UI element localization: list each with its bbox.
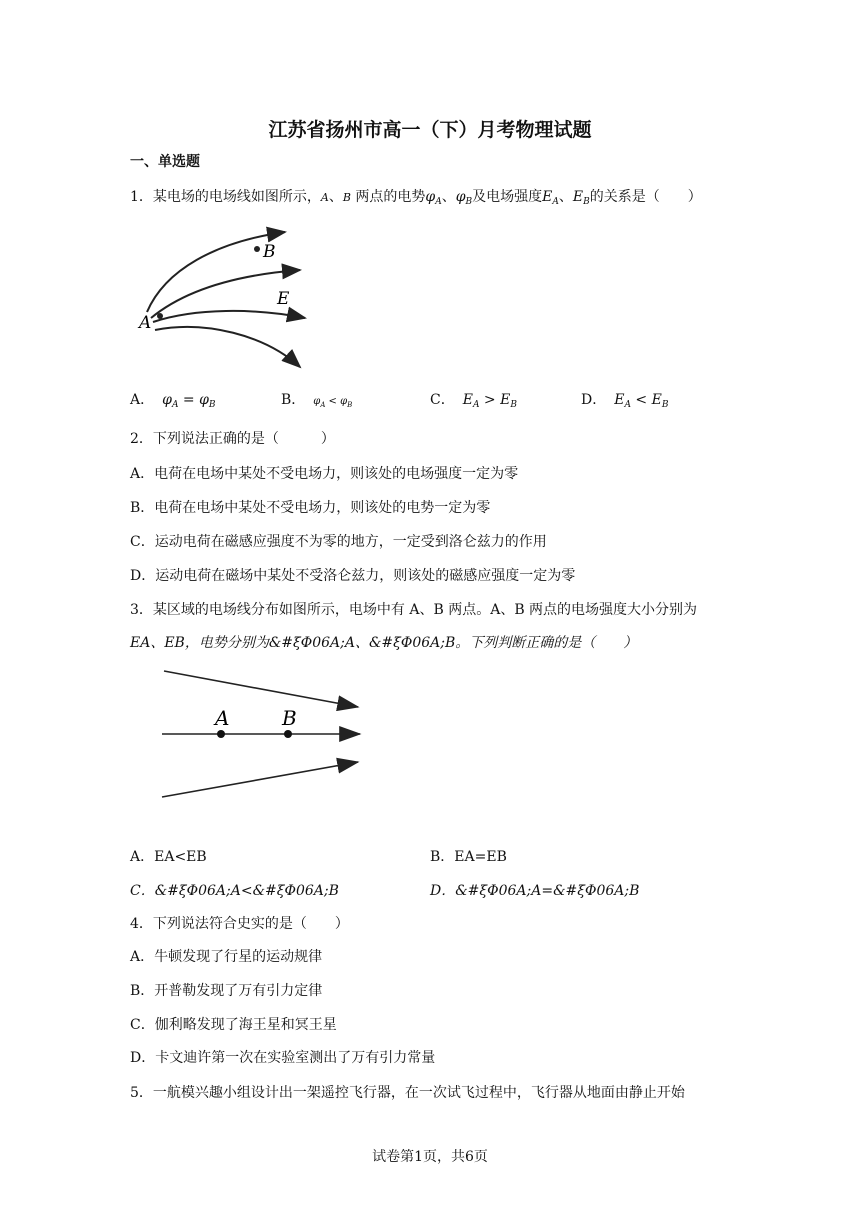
section-heading: 一、单选题 xyxy=(130,154,200,170)
question-3-stem-line1: 3．某区域的电场线分布如图所示，电场中有 A、B 两点。A、B 两点的电场强度大小分别为 xyxy=(130,602,698,618)
question-2-stem: 2．下列说法正确的是（ ） xyxy=(130,431,335,447)
q3-option-d: D．&#ξΦ06A;A=&#ξΦ06A;B xyxy=(430,883,640,899)
q2-option-a: A．电荷在电场中某处不受电场力，则该处的电场强度一定为零 xyxy=(130,466,519,482)
q3-label-a: A xyxy=(215,706,230,730)
q1-field-line-figure xyxy=(135,220,315,370)
q1-suffix: 的关系是（ ） xyxy=(589,189,702,205)
q1-option-d: D． $E_A < E_B$ xyxy=(581,392,669,410)
q1-option-d-formula: $E_A < E_B$ xyxy=(614,392,669,410)
q2-option-b: B．电荷在电场中某处不受电场力，则该处的电势一定为零 xyxy=(130,500,491,516)
q1-prefix: 1．某电场的电场线如图所示， xyxy=(130,189,321,205)
q2-option-c: C．运动电荷在磁感应强度不为零的地方，一定受到洛仑兹力的作用 xyxy=(130,534,547,550)
q4-option-d: D．卡文迪许第一次在实验室测出了万有引力常量 xyxy=(130,1050,436,1066)
q3-field-line-figure xyxy=(158,665,368,805)
q1-option-b: B． $\varphi_A < \varphi_B$ xyxy=(281,392,353,409)
page-footer: 试卷第1页，共6页 xyxy=(372,1149,488,1165)
q4-option-b: B．开普勒发现了万有引力定律 xyxy=(130,983,323,999)
q1-option-c: C． $E_A > E_B$ xyxy=(430,392,517,410)
q1-mid1: 两点的电势 xyxy=(355,189,426,205)
question-1-stem: 1．某电场的电场线如图所示，A、B 两点的电势$\varphi_A$、$\varphi_B$及电场强度$E_A$、$E_B$的关系是（ ） xyxy=(130,189,702,207)
q1-option-b-formula: $\varphi_A < \varphi_B$ xyxy=(313,396,353,409)
q3-option-a: A．EA<EB xyxy=(130,849,207,865)
q1-option-c-formula: $E_A > E_B$ xyxy=(462,392,517,410)
q1-label-b: B xyxy=(263,242,276,262)
question-4-stem: 4．下列说法符合史实的是（ ） xyxy=(130,916,349,932)
q3-label-b: B xyxy=(282,706,297,730)
q1-label-a: A xyxy=(139,313,152,333)
question-3-stem-line2: EA、EB，电势分别为&#ξΦ06A;A、&#ξΦ06A;B。下列判断正确的是（ ） xyxy=(130,635,638,651)
question-5-stem: 5．一航模兴趣小组设计出一架遥控飞行器，在一次试飞过程中，飞行器从地面由静止开始 xyxy=(130,1085,685,1101)
q1-option-a: A． $\varphi_A = \varphi_B$ xyxy=(130,392,216,410)
q3-option-b: B．EA=EB xyxy=(430,849,507,865)
page-title: 江苏省扬州市高一（下）月考物理试题 xyxy=(268,119,592,141)
q4-option-a: A．牛顿发现了行星的运动规律 xyxy=(130,949,323,965)
q1-mid2: 及电场强度 xyxy=(472,189,543,205)
q1-label-e: E xyxy=(277,289,290,309)
q3-option-c: C．&#ξΦ06A;A<&#ξΦ06A;B xyxy=(130,883,339,899)
q1-option-a-formula: $\varphi_A = \varphi_B$ xyxy=(162,392,216,410)
q4-option-c: C．伽利略发现了海王星和冥王星 xyxy=(130,1017,337,1033)
q2-option-d: D．运动电荷在磁场中某处不受洛仑兹力，则该处的磁感应强度一定为零 xyxy=(130,568,576,584)
